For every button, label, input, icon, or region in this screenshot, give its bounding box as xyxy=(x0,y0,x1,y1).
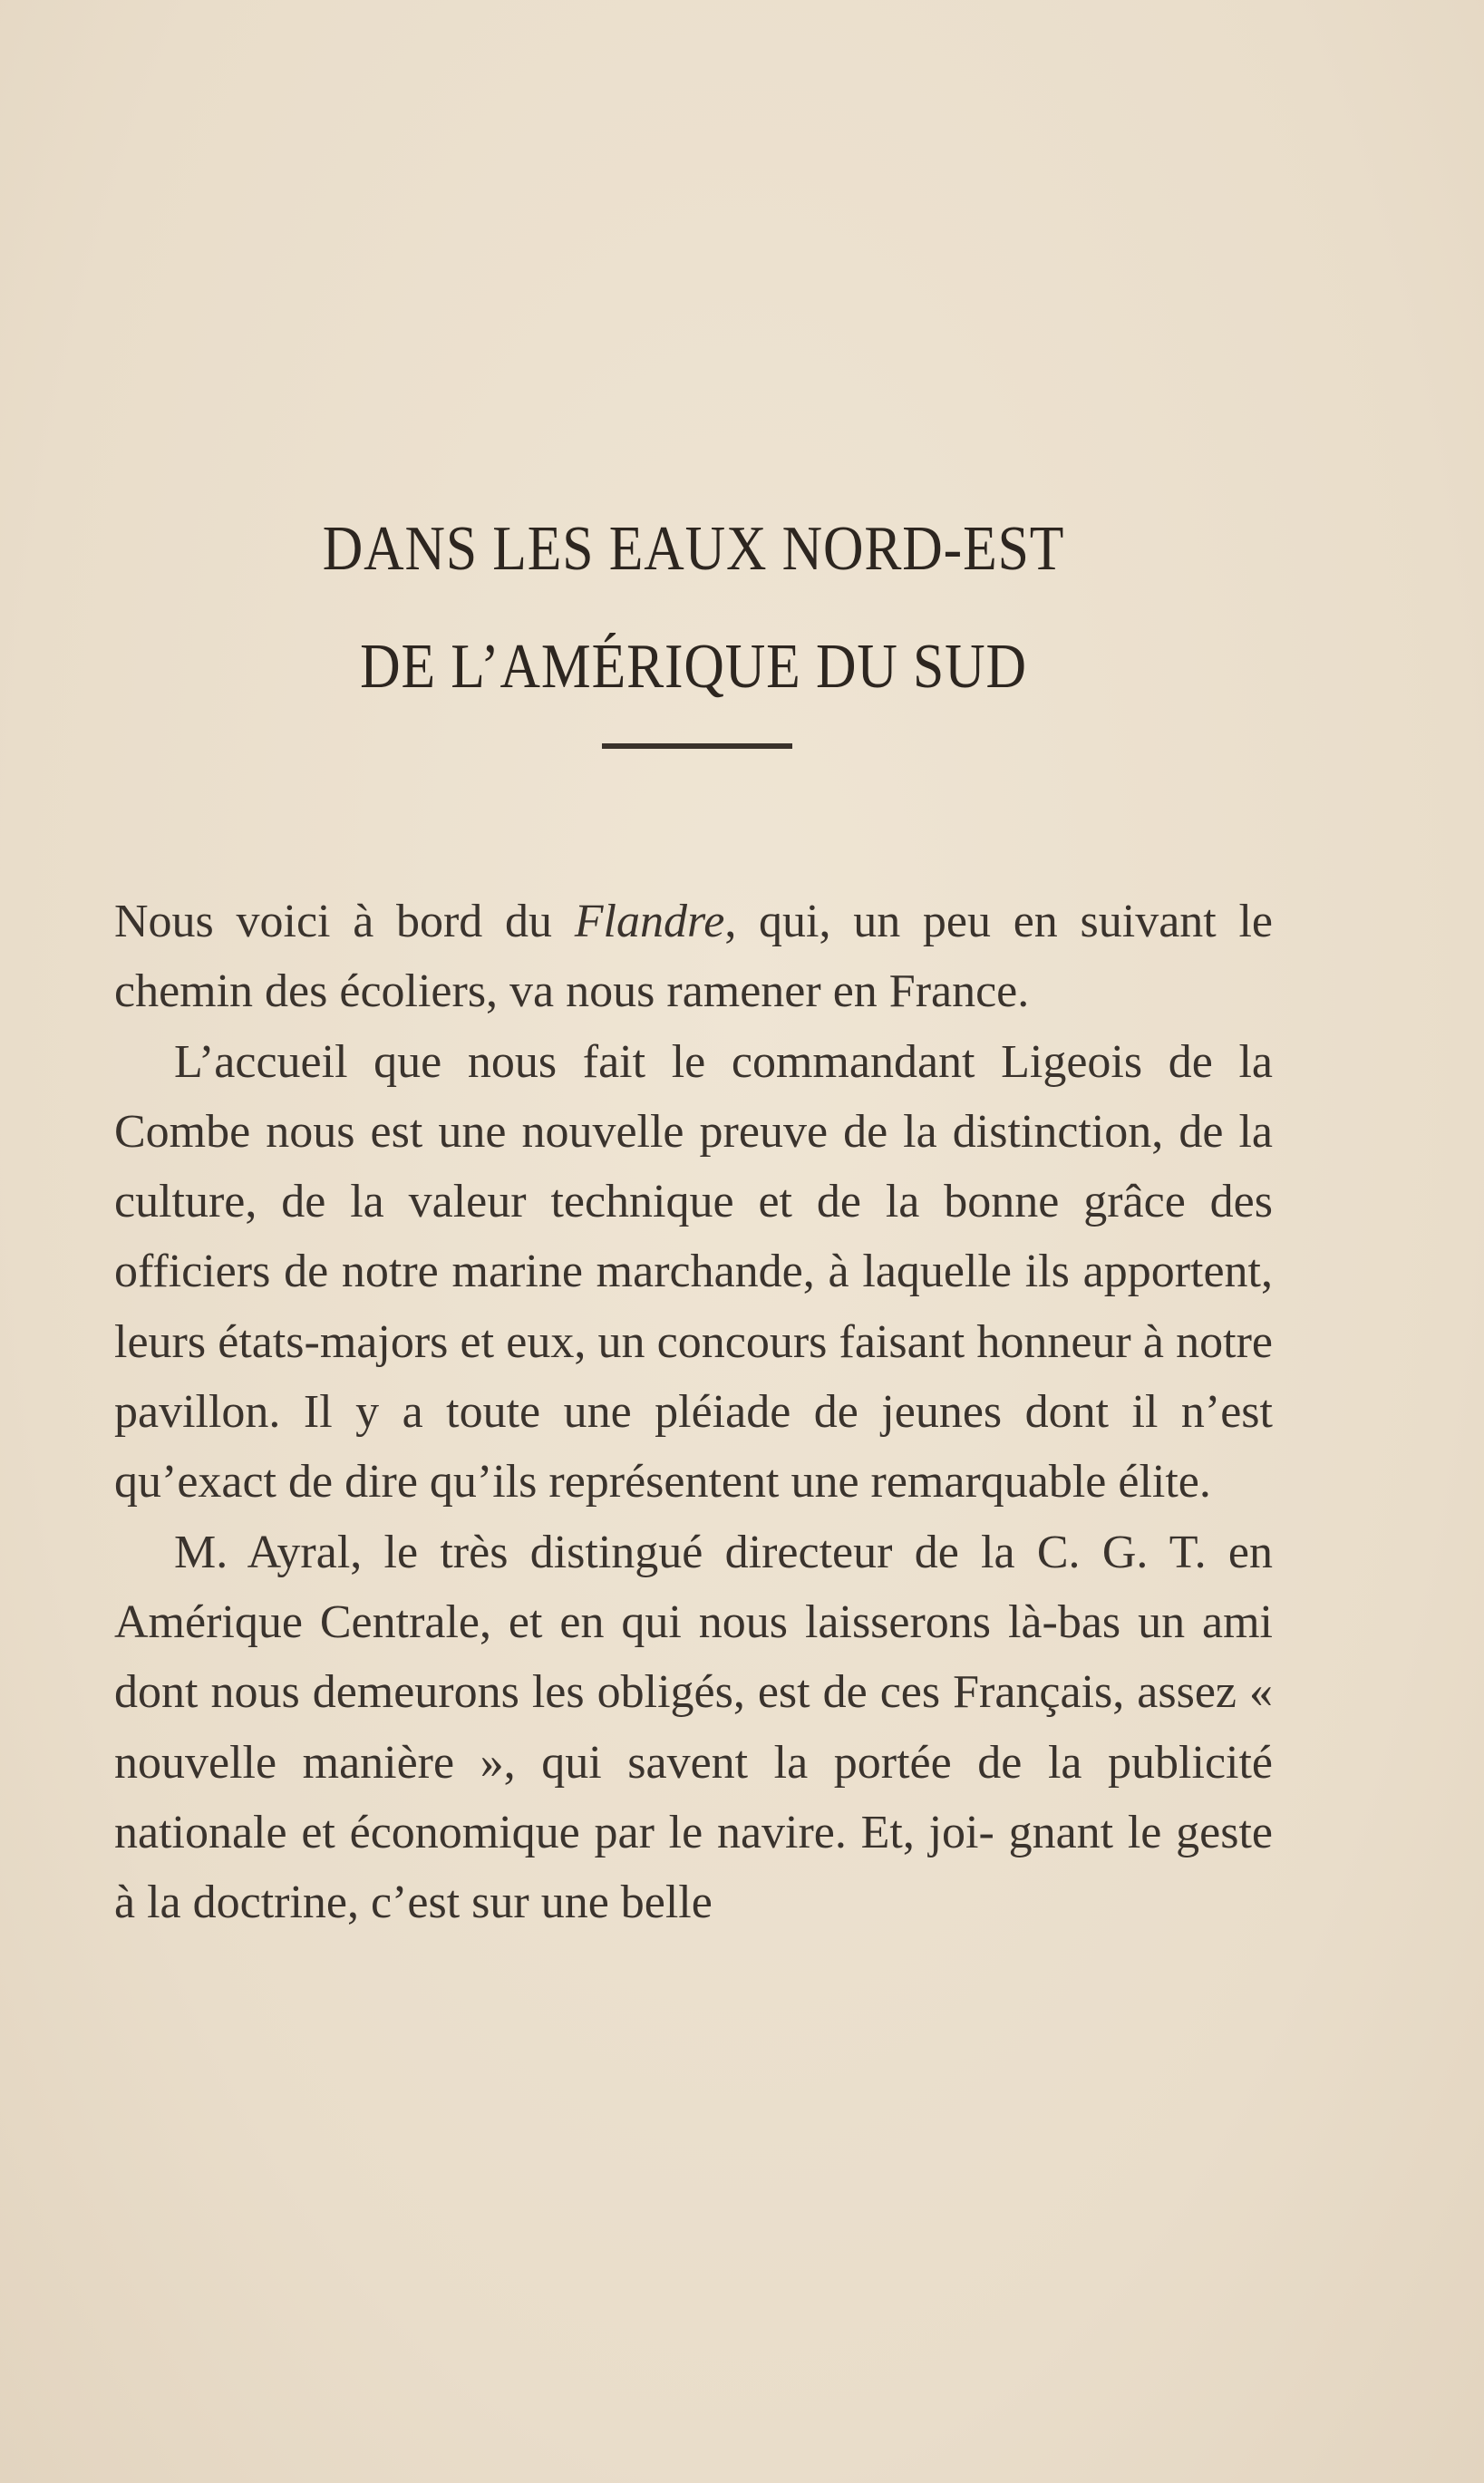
paragraph-1-start: Nous voici à bord du xyxy=(114,896,575,947)
body-text xyxy=(114,887,1273,1937)
paragraph-3: M. Ayral, le très distingué directeur de la C. G. T. en Amérique Centrale, et en qui nous laisserons là-bas un ami dont nous demeurons les obligés, est de ces Français, assez « nouvelle manière », qui savent la portée de la publicité nationale et économique par le navire. Et, joi- gnant le geste à la doctrine, c’est sur une belle xyxy=(114,1526,1273,1929)
chapter-title-line-2: DE L’AMÉRIQUE DU SUD xyxy=(360,632,1027,703)
chapter-title-line-1: DANS LES EAUX NORD-EST xyxy=(322,514,1065,585)
chapter-title xyxy=(0,490,1387,726)
paragraph-1 xyxy=(114,887,1273,1027)
title-divider-rule xyxy=(602,743,792,749)
ship-name-italic: Flandre xyxy=(574,896,725,947)
paragraph-2: L’accueil que nous fait le commandant Ligeois de la Combe nous est une nouvelle preuve de la distinction, de la culture, de la valeur technique et de la bonne grâce des officiers de notre marine marchande, à laquelle ils apportent, leurs états-majors et eux, un concours faisant honneur à notre pavillon. Il y a toute une pléiade de jeunes dont il n’est qu’exact de dire qu’ils représentent une remarquable élite. xyxy=(114,1035,1273,1508)
paragraph-1-end: , qui, un peu en suivant le chemin des écoliers, va nous ramener en France. xyxy=(114,896,1273,1018)
